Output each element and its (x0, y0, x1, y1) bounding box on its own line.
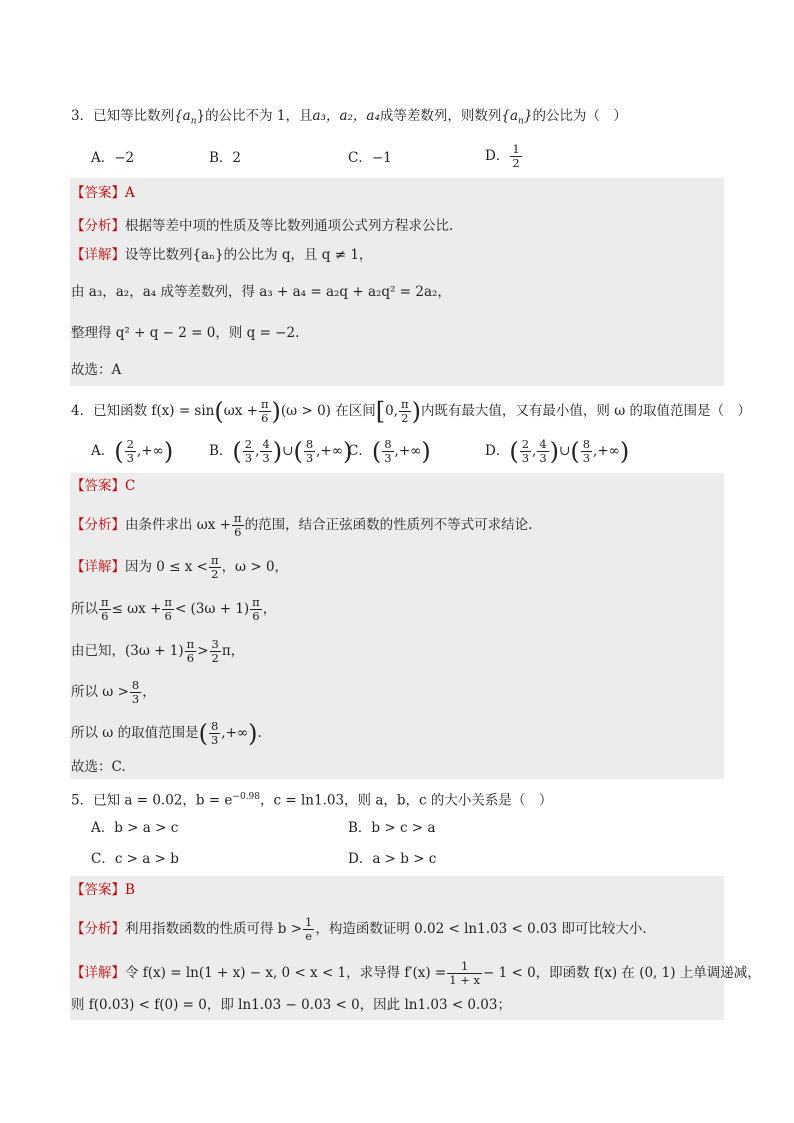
q3-stem-text-4: 的公比为（ ） (532, 108, 627, 124)
q4-option-a: A．( $\frac{2}{3}$ ,+∞) (91, 437, 174, 466)
q5-option-b: B．b > c > a (348, 820, 436, 836)
q3-option-d: D． $\frac{1}{2}$ (485, 142, 520, 170)
q3-answer: 【答案】A (71, 185, 135, 201)
q3-seq-2: $\{a_n\}$ (501, 108, 533, 127)
q3-option-d-fraction: $\frac{1}{2}$ (512, 142, 520, 170)
q3-option-c: C．−1 (348, 150, 392, 166)
q4-stem: 4．已知函数 f(x) = sin(ωx + $\frac{\pi}{6}$ )(ω > 0) 在区间[0, $\frac{\pi}{2}$ )内既有最大值，又有最小值，则 ω 的取值范围是（ ） (71, 397, 752, 426)
q5-detail-2: 则 f(0.03) < f(0) = 0，即 ln1.03 − 0.03 < 0，因此 ln1.03 < 0.03； (71, 997, 511, 1013)
q3-option-a: A．−2 (91, 150, 135, 166)
q4-option-b: B．( $\frac{2}{3}$ , $\frac{4}{3}$ )∪( $\frac{8}{3}$ ,+∞) (209, 437, 353, 466)
q4-answer: 【答案】C (71, 478, 136, 494)
q3-detail-3: 整理得 q² + q − 2 = 0，则 q = −2. (71, 325, 300, 341)
q5-option-a: A．b > a > c (91, 820, 179, 836)
q5-detail-1: 【详解】令 f(x) = ln(1 + x) − x, 0 < x < 1，求导得 f′(x) = $\frac{1}{1 + x}$ − 1 < 0，即函数 f(x) 在 (0, 1) 上单调递减， (71, 959, 761, 987)
q3-seq: $\{a_n\}$ (174, 108, 206, 127)
q4-option-d: D．( $\frac{2}{3}$ , $\frac{4}{3}$ )∪( $\frac{8}{3}$ ,+∞) (485, 437, 630, 466)
q3-analysis: 【分析】根据等差中项的性质及等比数列通项公式列方程求公比. (71, 218, 454, 234)
q3-option-b: B．2 (209, 150, 242, 166)
q3-stem-text-2: 的公比不为 1，且 (205, 108, 313, 124)
q5-stem: 5．已知 a = 0.02，$b = e^{-0.98}$，c = ln1.03，则 a，b，c 的大小关系是（ ） (71, 792, 553, 809)
q3-detail-1: 【详解】设等比数列{aₙ}的公比为 q，且 q ≠ 1， (71, 247, 373, 263)
q5-option-d: D．a > b > c (348, 851, 437, 867)
q4-choice: 故选：C. (71, 759, 126, 775)
q3-terms: a₃，a₂，a₄ (312, 108, 380, 124)
q4-detail-3: 由已知，(3ω + 1) $\frac{\pi}{6}$ > $\frac{3}{2}$ π， (71, 637, 245, 665)
q3-stem (71, 106, 627, 132)
q3-detail-2: 由 a₃，a₂，a₄ 成等差数列，得 a₃ + a₄ = a₂q + a₂q² = 2a₂， (71, 284, 451, 300)
q5-answer: 【答案】B (71, 882, 135, 898)
q3-stem-text: 3．已知等比数列 (71, 108, 175, 124)
q5-option-c: C．c > a > b (91, 851, 179, 867)
q3-choice: 故选：A (71, 362, 122, 378)
q4-detail-5: 所以 ω 的取值范围是( $\frac{8}{3}$ ,+∞). (71, 719, 262, 748)
q4-analysis: 【分析】由条件求出 ωx + $\frac{\pi}{6}$ 的范围，结合正弦函数的性质列不等式可求结论. (71, 511, 533, 539)
q4-detail-4: 所以 ω > $\frac{8}{3}$ ， (71, 678, 156, 706)
q4-detail-2: 所以 $\frac{\pi}{6}$ ≤ ωx + $\frac{\pi}{6}$ < (3ω + 1) $\frac{\pi}{6}$ ， (71, 595, 277, 623)
q4-detail-1: 【详解】因为 0 ≤ x < $\frac{\pi}{2}$ ，ω > 0， (71, 553, 289, 581)
q4-option-c: C．( $\frac{8}{3}$ ,+∞) (348, 437, 431, 466)
q5-analysis: 【分析】利用指数函数的性质可得 b > $\frac{1}{e}$ ，构造函数证明 0.02 < ln1.03 < 0.03 即可比较大小. (71, 915, 647, 943)
q3-stem-text-3: 成等差数列，则数列 (379, 108, 502, 124)
